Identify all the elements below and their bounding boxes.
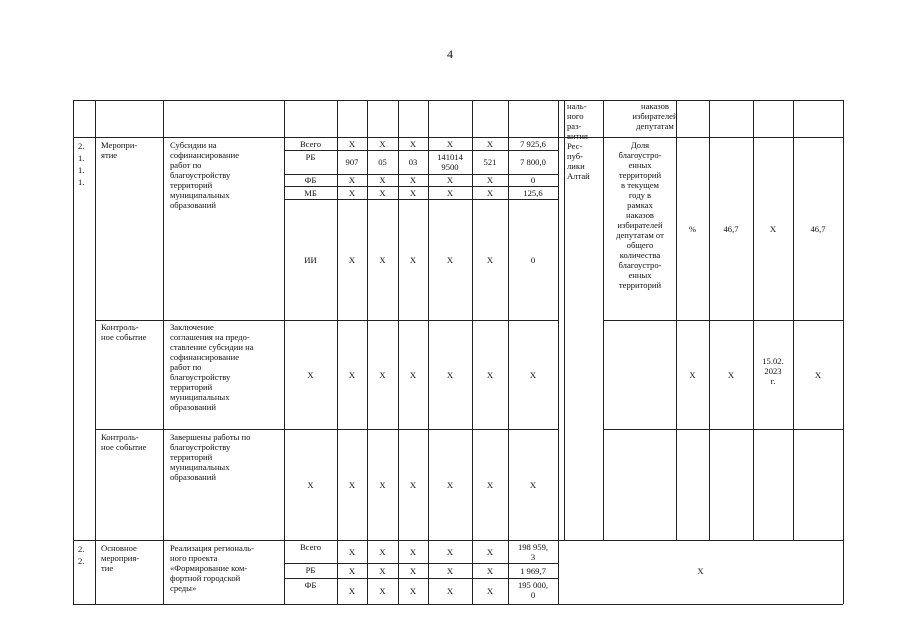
- cell: X: [446, 566, 454, 576]
- cell: X: [446, 175, 454, 185]
- grid-line: [73, 604, 843, 605]
- grid-line: [73, 137, 843, 138]
- grid-line: [284, 578, 558, 579]
- cell: X: [379, 139, 386, 149]
- cell: X: [446, 586, 454, 596]
- cell: X: [379, 480, 386, 490]
- amount: 7 925,6: [520, 139, 546, 149]
- cell: X: [529, 480, 537, 490]
- cell: X: [446, 255, 454, 265]
- cell: X: [348, 480, 356, 490]
- cell: X: [409, 255, 417, 265]
- cell: X: [348, 139, 356, 149]
- grid-line: [676, 100, 677, 540]
- grid-line: [284, 186, 558, 187]
- source-label: РБ: [305, 152, 316, 162]
- cell: X: [409, 139, 417, 149]
- cell: X: [409, 547, 417, 557]
- grid-line: [793, 100, 794, 540]
- grid-line: [73, 100, 74, 604]
- cell: X: [409, 175, 417, 185]
- grid-line: [603, 320, 843, 321]
- row2-name: Заключение соглашения на предо- ставление субсидии на софинансирование работ по благоустройству территорий муниципальных образований: [170, 322, 254, 412]
- cell: X: [486, 255, 494, 265]
- grid-line: [73, 100, 843, 101]
- row2-target: X: [814, 370, 822, 380]
- row3-type: Контроль- ное событие: [101, 432, 147, 452]
- cell: X: [409, 370, 417, 380]
- row1-date: X: [769, 224, 777, 234]
- row1-base: 46,7: [723, 224, 739, 234]
- source-label: Всего: [299, 542, 322, 552]
- cell: X: [379, 370, 386, 380]
- row4-name: Реализация региональ- ного проекта «Формирование ком- фортной городской среды»: [170, 543, 254, 593]
- grid-line: [163, 100, 164, 604]
- cell: X: [379, 188, 386, 198]
- cell: X: [486, 586, 494, 596]
- cell: X: [307, 480, 314, 490]
- header-national-development: наль- ного раз- вития: [567, 101, 588, 141]
- cell: X: [379, 175, 386, 185]
- cell: X: [379, 255, 386, 265]
- cell: X: [446, 188, 454, 198]
- amount: 7 800,0: [520, 157, 546, 167]
- row4-type: Основное мероприя- тие: [101, 543, 140, 573]
- row1-target: 46,7: [810, 224, 826, 234]
- source-label: ИИ: [304, 255, 317, 265]
- amount: 198 959, 3: [517, 542, 549, 562]
- cell: X: [409, 480, 417, 490]
- cell: X: [348, 370, 356, 380]
- row1-name: Субсидии на софинансирование работ по благоустройству территорий муниципальных образований: [170, 140, 240, 210]
- cell: X: [379, 566, 386, 576]
- row2-unit: X: [689, 370, 696, 380]
- cell: X: [446, 370, 454, 380]
- cell: 05: [378, 157, 387, 167]
- cell: X: [486, 139, 494, 149]
- cell: X: [348, 175, 356, 185]
- cell: X: [348, 188, 356, 198]
- cell: 907: [345, 157, 359, 167]
- cell: X: [348, 586, 356, 596]
- cell: X: [486, 188, 494, 198]
- row2-base: X: [727, 370, 735, 380]
- row1-program: Рес- пуб- лики Алтай: [567, 141, 590, 181]
- cell: 521: [483, 157, 497, 167]
- grid-line: [284, 199, 558, 200]
- grid-line: [95, 100, 96, 604]
- cell: X: [529, 370, 537, 380]
- cell: X: [446, 139, 454, 149]
- amount: 125,6: [523, 188, 543, 198]
- cell: X: [486, 175, 494, 185]
- cell: X: [379, 547, 386, 557]
- grid-line: [95, 429, 558, 430]
- grid-line: [564, 100, 565, 540]
- row3-name: Завершены работы по благоустройству территорий муниципальных образований: [170, 432, 251, 482]
- amount: 0: [530, 175, 536, 185]
- row4-merged-cell: X: [697, 566, 704, 576]
- row4-number: 2. 2.: [78, 544, 85, 566]
- row1-unit: %: [688, 224, 697, 234]
- amount: 0: [530, 255, 536, 265]
- cell: X: [409, 586, 417, 596]
- grid-line: [284, 563, 558, 564]
- grid-line: [843, 100, 844, 604]
- amount: 1 969,7: [520, 566, 546, 576]
- grid-line: [709, 100, 710, 540]
- header-indicator: наказов избирателей депутатам: [632, 101, 678, 131]
- source-label: РБ: [305, 565, 316, 575]
- row2-date: 15.02. 2023 г.: [762, 356, 784, 386]
- grid-line: [603, 429, 843, 430]
- grid-line: [558, 100, 559, 604]
- source-label: ФБ: [304, 580, 317, 590]
- cell: X: [486, 480, 494, 490]
- cell: X: [446, 547, 454, 557]
- cell: 141014 9500: [437, 152, 463, 172]
- cell: X: [486, 370, 494, 380]
- row1-number: 2. 1. 1. 1.: [78, 141, 85, 187]
- grid-line: [284, 150, 558, 151]
- cell: X: [409, 566, 417, 576]
- page-number: 4: [447, 47, 453, 61]
- source-label: ФБ: [304, 175, 317, 185]
- cell: X: [348, 566, 356, 576]
- cell: X: [307, 370, 314, 380]
- cell: 03: [408, 157, 418, 167]
- row2-type: Контроль- ное событие: [101, 322, 147, 342]
- cell: X: [379, 586, 386, 596]
- source-label: Всего: [299, 139, 322, 149]
- grid-line: [73, 540, 843, 541]
- cell: X: [348, 255, 356, 265]
- source-label: МБ: [304, 188, 317, 198]
- grid-line: [753, 100, 754, 540]
- grid-line: [95, 320, 558, 321]
- cell: X: [486, 566, 494, 576]
- amount: 195 000, 0: [517, 580, 549, 600]
- cell: X: [409, 188, 417, 198]
- row1-indicator: Доля благоустро- енных территорий в текущем году в рамках наказов избирателей депутатам от общего количества благоустро- енных территорий: [616, 140, 664, 290]
- cell: X: [486, 547, 494, 557]
- cell: X: [446, 480, 454, 490]
- cell: X: [348, 547, 356, 557]
- row1-type: Меропри- ятие: [101, 140, 138, 160]
